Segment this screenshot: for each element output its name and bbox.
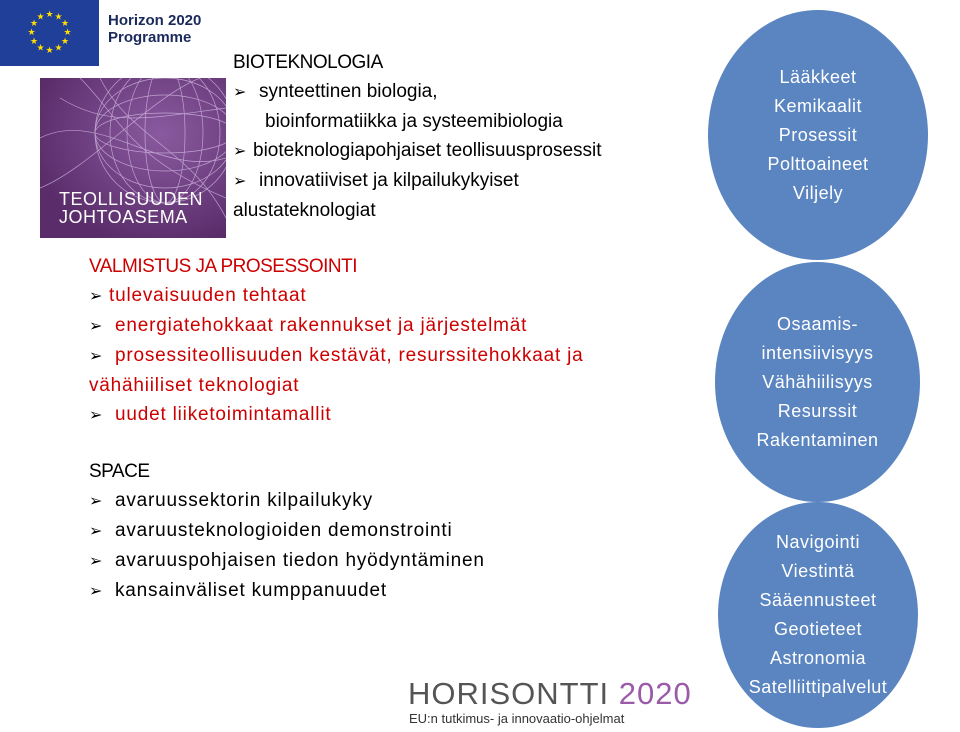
horizon-2020-line1: Horizon 2020	[108, 12, 202, 29]
svg-text:★: ★	[54, 43, 63, 54]
arrow-bullet-icon: ➢	[233, 173, 247, 190]
horizon-2020-line2: Programme	[108, 29, 192, 46]
svg-text:★: ★	[27, 28, 36, 38]
space-title: SPACE	[89, 461, 150, 482]
arrow-bullet-icon: ➢	[233, 84, 247, 101]
svg-text:★: ★	[45, 46, 54, 56]
arrow-bullet-icon: ➢	[89, 407, 104, 424]
bioteknologia-title: BIOTEKNOLOGIA	[233, 52, 383, 73]
teollisuus-line2: JOHTOASEMA	[59, 207, 188, 227]
eu-flag-icon	[0, 0, 99, 66]
horisontti-title-b: 2020	[618, 676, 692, 711]
biotek-item-4: innovatiiviset ja kilpailukykyiset	[259, 170, 519, 191]
svg-text:★: ★	[36, 12, 45, 23]
valmistus-item-1: tulevaisuuden tehtaat	[109, 285, 307, 306]
ellipse2-item-4: Resurssit	[777, 400, 858, 421]
arrow-bullet-icon: ➢	[89, 553, 104, 570]
ellipse-valmistus	[715, 262, 920, 502]
space-item-4: kansainväliset kumppanuudet	[115, 580, 387, 601]
ellipse2-item-2: intensiivisyys	[761, 342, 874, 363]
ellipse3-item-2: Viestintä	[781, 561, 855, 581]
ellipse-space	[718, 502, 918, 728]
ellipse3-item-6: Satelliittipalvelut	[748, 677, 888, 697]
horizon-2020-label	[108, 12, 201, 46]
svg-text:★: ★	[36, 43, 45, 54]
arrow-bullet-icon: ➢	[89, 523, 104, 540]
biotek-item-3: bioteknologiapohjaiset teollisuusprosessit	[253, 140, 602, 161]
space-item-3: avaruuspohjaisen tiedon hyödyntäminen	[115, 550, 485, 571]
arrow-bullet-icon: ➢	[89, 583, 104, 600]
svg-text:★: ★	[29, 37, 39, 47]
svg-text:★: ★	[54, 12, 63, 23]
valmistus-item-4: vähähiiliset teknologiat	[89, 375, 300, 396]
ellipse1-item-5: Viljely	[792, 182, 844, 203]
bioteknologia-section	[233, 48, 602, 225]
svg-text:★: ★	[45, 10, 54, 20]
valmistus-section	[89, 252, 584, 430]
ellipse2-item-3: Vähähiilisyys	[762, 371, 873, 392]
ellipse1-item-1: Lääkkeet	[779, 66, 857, 87]
valmistus-item-3: prosessiteollisuuden kestävät, resurssitehokkaat ja	[115, 345, 584, 366]
arrow-bullet-icon: ➢	[233, 143, 247, 160]
ellipse2-item-5: Rakentaminen	[756, 429, 879, 450]
ellipse1-item-3: Prosessit	[778, 124, 858, 145]
horisontti-2020-logo	[408, 676, 692, 712]
svg-text:★: ★	[63, 28, 72, 38]
valmistus-item-5: uudet liiketoimintamallit	[115, 404, 332, 425]
svg-text:★: ★	[60, 19, 70, 29]
ellipse2-item-1: Osaamis-	[776, 313, 858, 334]
svg-text:★: ★	[60, 37, 70, 47]
ellipse1-item-2: Kemikaalit	[773, 95, 863, 116]
biotek-item-1: synteettinen biologia,	[259, 81, 438, 102]
valmistus-title: VALMISTUS JA PROSESSOINTI	[89, 256, 357, 277]
horisontti-subtitle: EU:n tutkimus- ja innovaatio-ohjelmat	[409, 711, 625, 726]
biotek-item-5: alustateknologiat	[233, 200, 376, 221]
arrow-bullet-icon: ➢	[89, 288, 104, 305]
arrow-bullet-icon: ➢	[89, 493, 104, 510]
space-item-2: avaruusteknologioiden demonstrointi	[115, 520, 453, 541]
space-section	[89, 457, 485, 606]
teollisuuden-johtoasema-label	[59, 190, 203, 226]
ellipse3-item-3: Sääennusteet	[759, 590, 877, 610]
biotek-item-2: bioinformatiikka ja systeemibiologia	[265, 111, 563, 132]
space-item-1: avaruussektorin kilpailukyky	[115, 490, 373, 511]
ellipse-bioteknologia	[708, 10, 928, 260]
horisontti-title-a: HORISONTTI	[408, 676, 619, 711]
teollisuus-line1: TEOLLISUUDEN	[59, 189, 204, 209]
svg-text:★: ★	[29, 19, 39, 29]
ellipse1-item-4: Polttoaineet	[767, 153, 869, 174]
arrow-bullet-icon: ➢	[89, 348, 104, 365]
ellipse3-item-1: Navigointi	[775, 532, 861, 552]
ellipse3-item-4: Geotieteet	[773, 619, 863, 639]
arrow-bullet-icon: ➢	[89, 318, 104, 335]
valmistus-item-2: energiatehokkaat rakennukset ja järjestelmät	[115, 315, 528, 336]
ellipse3-item-5: Astronomia	[769, 648, 867, 668]
